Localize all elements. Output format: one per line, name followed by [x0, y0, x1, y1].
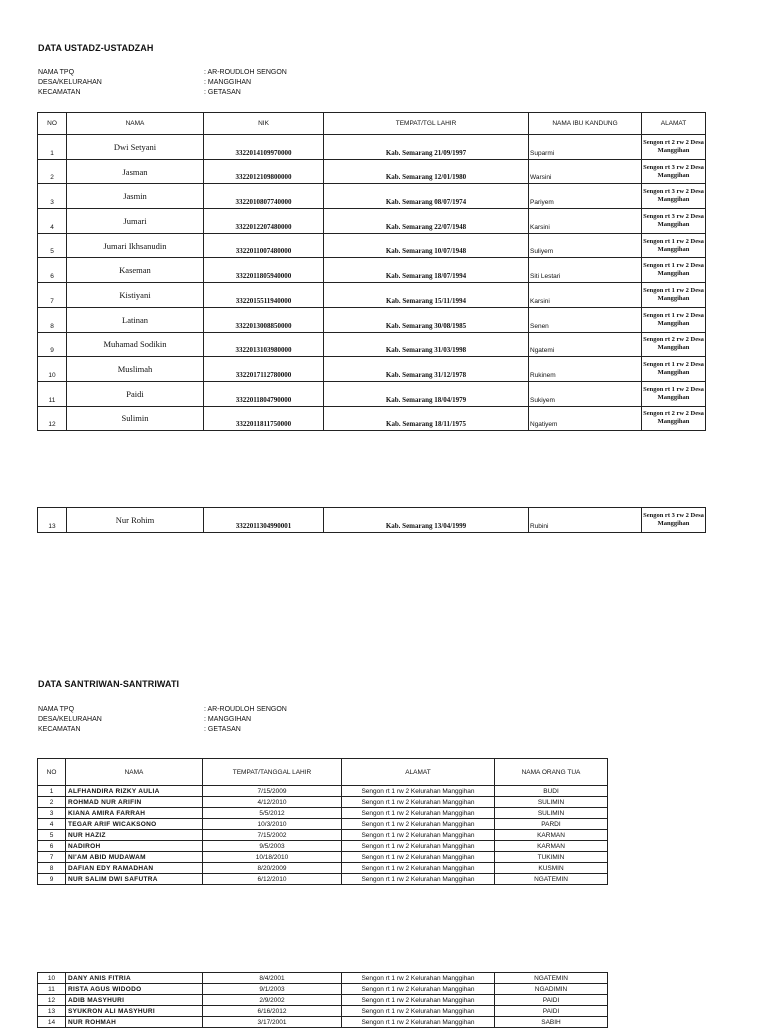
cell-nama-ibu: Rukinem — [529, 357, 642, 382]
cell-no: 11 — [38, 381, 67, 406]
cell-nama: SYUKRON ALI MASYHURI — [66, 1006, 203, 1017]
cell-nama: Jasmin — [67, 184, 204, 209]
cell-tempat-tgl-lahir: Kab. Semarang 12/01/1980 — [324, 159, 529, 184]
table-row — [38, 357, 706, 382]
cell-no: 6 — [38, 841, 66, 852]
cell-nama-orang-tua: TUKIMIN — [495, 852, 608, 863]
cell-nama-ibu: Rubini — [529, 508, 642, 533]
cell-alamat: Sengon rt 3 rw 2 Desa Manggihan — [642, 508, 706, 533]
cell-no: 3 — [38, 184, 67, 209]
cell-nama-ibu: Pariyem — [529, 184, 642, 209]
cell-tempat-tgl-lahir: Kab. Semarang 08/07/1974 — [324, 184, 529, 209]
cell-tanggal-lahir: 9/1/2003 — [203, 984, 342, 995]
cell-no: 4 — [38, 209, 67, 234]
cell-nama-orang-tua: PAIDI — [495, 995, 608, 1006]
cell-tempat-tgl-lahir: Kab. Semarang 10/07/1948 — [324, 233, 529, 258]
cell-no: 8 — [38, 863, 66, 874]
cell-alamat: Sengon rt 1 rw 2 Desa Manggihan — [642, 283, 706, 308]
cell-no: 13 — [38, 1006, 66, 1017]
table-row — [38, 332, 706, 357]
cell-tanggal-lahir: 6/12/2010 — [203, 874, 342, 885]
cell-no: 2 — [38, 797, 66, 808]
cell-nama-orang-tua: PARDI — [495, 819, 608, 830]
table-row — [38, 184, 706, 209]
cell-nama-orang-tua: SABIH — [495, 1017, 608, 1028]
cell-tanggal-lahir: 10/3/2010 — [203, 819, 342, 830]
cell-nik: 3322011804790000 — [204, 381, 324, 406]
cell-alamat: Sengon rt 1 rw 2 Kelurahan Manggihan — [342, 984, 495, 995]
meta-label: DESA/KELURAHAN — [38, 79, 102, 86]
cell-no: 14 — [38, 1017, 66, 1028]
cell-nama-ibu: Suliyem — [529, 233, 642, 258]
cell-no: 5 — [38, 830, 66, 841]
cell-nama: Muslimah — [67, 357, 204, 382]
cell-tanggal-lahir: 8/4/2001 — [203, 973, 342, 984]
cell-nama-orang-tua: KARMAN — [495, 841, 608, 852]
cell-tempat-tgl-lahir: Kab. Semarang 18/07/1994 — [324, 258, 529, 283]
table-row — [38, 995, 608, 1006]
cell-no: 11 — [38, 984, 66, 995]
cell-nik: 3322014109970000 — [204, 135, 324, 160]
cell-nama: Jumari Ikhsanudin — [67, 233, 204, 258]
cell-no: 6 — [38, 258, 67, 283]
cell-nama: DANY ANIS FITRIA — [66, 973, 203, 984]
cell-nama: NUR SALIM DWI SAFUTRA — [66, 874, 203, 885]
cell-tanggal-lahir: 5/5/2012 — [203, 808, 342, 819]
cell-nama: DAFIAN EDY RAMADHAN — [66, 863, 203, 874]
meta-value: : MANGGIHAN — [204, 79, 252, 86]
cell-nama-orang-tua: NGADIMIN — [495, 984, 608, 995]
table-row — [38, 233, 706, 258]
table-row — [38, 973, 608, 984]
col-header-alamat: ALAMAT — [642, 113, 706, 135]
cell-tempat-tgl-lahir: Kab. Semarang 18/11/1975 — [324, 406, 529, 431]
cell-alamat: Sengon rt 3 rw 2 Desa Manggihan — [642, 184, 706, 209]
table-row — [38, 381, 706, 406]
cell-alamat: Sengon rt 1 rw 2 Kelurahan Manggihan — [342, 874, 495, 885]
cell-nama: TEGAR ARIF WICAKSONO — [66, 819, 203, 830]
table-row — [38, 1006, 608, 1017]
cell-nik: 3322010807740000 — [204, 184, 324, 209]
cell-no: 7 — [38, 852, 66, 863]
table-row — [38, 808, 608, 819]
cell-nama-orang-tua: PAIDI — [495, 1006, 608, 1017]
cell-alamat: Sengon rt 1 rw 2 Kelurahan Manggihan — [342, 830, 495, 841]
meta-value: : GETASAN — [204, 89, 241, 96]
meta-label: KECAMATAN — [38, 726, 81, 733]
table-row — [38, 209, 706, 234]
col-header-ortu: NAMA ORANG TUA — [495, 759, 608, 786]
cell-alamat: Sengon rt 1 rw 2 Desa Manggihan — [642, 258, 706, 283]
table-row — [38, 283, 706, 308]
cell-alamat: Sengon rt 1 rw 2 Desa Manggihan — [642, 381, 706, 406]
cell-no: 10 — [38, 973, 66, 984]
cell-alamat: Sengon rt 2 rw 2 Desa Manggihan — [642, 332, 706, 357]
cell-nik: 3322011007480000 — [204, 233, 324, 258]
cell-nama: Paidi — [67, 381, 204, 406]
cell-no: 12 — [38, 406, 67, 431]
cell-nama-ibu: Sukiyem — [529, 381, 642, 406]
col-header-ttl: TEMPAT/TGL LAHIR — [324, 113, 529, 135]
cell-alamat: Sengon rt 1 rw 2 Desa Manggihan — [642, 357, 706, 382]
santri-title: DATA SANTRIWAN-SANTRIWATI — [38, 679, 180, 689]
table-row — [38, 786, 608, 797]
cell-nama: NI'AM ABID MUDAWAM — [66, 852, 203, 863]
col-header-nik: NIK — [204, 113, 324, 135]
cell-no: 2 — [38, 159, 67, 184]
cell-tempat-tgl-lahir: Kab. Semarang 15/11/1994 — [324, 283, 529, 308]
cell-alamat: Sengon rt 1 rw 2 Kelurahan Manggihan — [342, 841, 495, 852]
cell-nama: KIANA AMIRA FARRAH — [66, 808, 203, 819]
cell-alamat: Sengon rt 1 rw 2 Kelurahan Manggihan — [342, 973, 495, 984]
cell-nik: 3322012109800000 — [204, 159, 324, 184]
santri-meta — [38, 705, 287, 735]
cell-nama-ibu: Ngatiyem — [529, 406, 642, 431]
meta-label: NAMA TPQ — [38, 706, 75, 713]
cell-no: 4 — [38, 819, 66, 830]
cell-tempat-tgl-lahir: Kab. Semarang 31/03/1998 — [324, 332, 529, 357]
cell-alamat: Sengon rt 3 rw 2 Desa Manggihan — [642, 159, 706, 184]
table-row — [38, 863, 608, 874]
meta-value: : AR-ROUDLOH SENGON — [204, 706, 287, 713]
ustadz-title: DATA USTADZ-USTADZAH — [38, 43, 154, 53]
cell-no: 9 — [38, 332, 67, 357]
table-row — [38, 874, 608, 885]
col-header-no: NO — [38, 759, 66, 786]
table-row — [38, 830, 608, 841]
table-row — [38, 841, 608, 852]
cell-alamat: Sengon rt 1 rw 2 Kelurahan Manggihan — [342, 1017, 495, 1028]
cell-tempat-tgl-lahir: Kab. Semarang 13/04/1999 — [324, 508, 529, 533]
cell-nama: Jasman — [67, 159, 204, 184]
cell-nama: Kistiyani — [67, 283, 204, 308]
cell-tempat-tgl-lahir: Kab. Semarang 18/04/1979 — [324, 381, 529, 406]
meta-label: NAMA TPQ — [38, 69, 75, 76]
cell-no: 10 — [38, 357, 67, 382]
meta-label: DESA/KELURAHAN — [38, 716, 102, 723]
col-header-nama: NAMA — [66, 759, 203, 786]
cell-tempat-tgl-lahir: Kab. Semarang 22/07/1948 — [324, 209, 529, 234]
cell-tempat-tgl-lahir: Kab. Semarang 30/08/1985 — [324, 307, 529, 332]
cell-alamat: Sengon rt 1 rw 2 Kelurahan Manggihan — [342, 995, 495, 1006]
cell-tanggal-lahir: 6/16/2012 — [203, 1006, 342, 1017]
cell-no: 1 — [38, 786, 66, 797]
cell-nik: 3322011304990001 — [204, 508, 324, 533]
cell-nama: Jumari — [67, 209, 204, 234]
table-row — [38, 307, 706, 332]
ustadz-meta — [38, 68, 287, 98]
cell-no: 12 — [38, 995, 66, 1006]
meta-value: : AR-ROUDLOH SENGON — [204, 69, 287, 76]
table-row — [38, 159, 706, 184]
table-row — [38, 406, 706, 431]
cell-alamat: Sengon rt 1 rw 2 Desa Manggihan — [642, 307, 706, 332]
cell-nama: RISTA AGUS WIDODO — [66, 984, 203, 995]
cell-nama-orang-tua: KARMAN — [495, 830, 608, 841]
cell-nama-orang-tua: SULIMIN — [495, 797, 608, 808]
cell-nama: ROHMAD NUR ARIFIN — [66, 797, 203, 808]
table-row — [38, 258, 706, 283]
cell-nama-ibu: Warsini — [529, 159, 642, 184]
cell-nama-orang-tua: BUDI — [495, 786, 608, 797]
cell-no: 13 — [38, 508, 67, 533]
cell-nik: 3322012207480000 — [204, 209, 324, 234]
cell-tanggal-lahir: 10/18/2010 — [203, 852, 342, 863]
ustadz-table-continued — [37, 507, 706, 533]
cell-tanggal-lahir: 9/5/2003 — [203, 841, 342, 852]
cell-tanggal-lahir: 3/17/2001 — [203, 1017, 342, 1028]
cell-nama-ibu: Suparmi — [529, 135, 642, 160]
cell-nama-ibu: Karsini — [529, 209, 642, 234]
cell-nama: Dwi Setyani — [67, 135, 204, 160]
table-row — [38, 819, 608, 830]
table-row — [38, 984, 608, 995]
cell-alamat: Sengon rt 1 rw 2 Kelurahan Manggihan — [342, 786, 495, 797]
meta-value: : MANGGIHAN — [204, 716, 252, 723]
cell-nik: 3322011811750000 — [204, 406, 324, 431]
cell-nik: 3322013103980000 — [204, 332, 324, 357]
cell-tanggal-lahir: 7/15/2002 — [203, 830, 342, 841]
cell-nama-orang-tua: NGATEMIN — [495, 874, 608, 885]
cell-nik: 3322013008850000 — [204, 307, 324, 332]
cell-no: 5 — [38, 233, 67, 258]
cell-alamat: Sengon rt 1 rw 2 Kelurahan Manggihan — [342, 797, 495, 808]
cell-alamat: Sengon rt 1 rw 2 Kelurahan Manggihan — [342, 863, 495, 874]
col-header-alamat: ALAMAT — [342, 759, 495, 786]
cell-alamat: Sengon rt 1 rw 2 Kelurahan Manggihan — [342, 819, 495, 830]
cell-nama: Nur Rohim — [67, 508, 204, 533]
cell-tanggal-lahir: 2/9/2002 — [203, 995, 342, 1006]
table-row — [38, 508, 706, 533]
cell-nik: 3322011805940000 — [204, 258, 324, 283]
table-row — [38, 135, 706, 160]
cell-tanggal-lahir: 8/20/2009 — [203, 863, 342, 874]
cell-alamat: Sengon rt 1 rw 2 Kelurahan Manggihan — [342, 808, 495, 819]
cell-nama-orang-tua: KUSMIN — [495, 863, 608, 874]
col-header-nama: NAMA — [67, 113, 204, 135]
cell-tanggal-lahir: 4/12/2010 — [203, 797, 342, 808]
cell-alamat: Sengon rt 1 rw 2 Kelurahan Manggihan — [342, 1006, 495, 1017]
santri-table-continued — [37, 972, 608, 1028]
cell-nama-ibu: Siti Lestari — [529, 258, 642, 283]
cell-tempat-tgl-lahir: Kab. Semarang 31/12/1978 — [324, 357, 529, 382]
cell-no: 9 — [38, 874, 66, 885]
table-header-row — [38, 113, 706, 135]
cell-alamat: Sengon rt 1 rw 2 Kelurahan Manggihan — [342, 852, 495, 863]
cell-nama: NUR HAZIZ — [66, 830, 203, 841]
table-row — [38, 1017, 608, 1028]
cell-nama-ibu: Ngatemi — [529, 332, 642, 357]
table-row — [38, 852, 608, 863]
meta-value: : GETASAN — [204, 726, 241, 733]
cell-nama: Latinan — [67, 307, 204, 332]
meta-label: KECAMATAN — [38, 89, 81, 96]
col-header-ibu: NAMA IBU KANDUNG — [529, 113, 642, 135]
santri-table — [37, 758, 608, 885]
cell-nama-orang-tua: NGATEMIN — [495, 973, 608, 984]
cell-alamat: Sengon rt 2 rw 2 Desa Manggihan — [642, 406, 706, 431]
cell-nama: Muhamad Sodikin — [67, 332, 204, 357]
cell-alamat: Sengon rt 3 rw 2 Desa Manggihan — [642, 209, 706, 234]
cell-tanggal-lahir: 7/15/2009 — [203, 786, 342, 797]
table-row — [38, 797, 608, 808]
cell-nama: Kaseman — [67, 258, 204, 283]
cell-nama: Sulimin — [67, 406, 204, 431]
cell-nama: ALFHANDIRA RIZKY AULIA — [66, 786, 203, 797]
cell-nik: 3322017112780000 — [204, 357, 324, 382]
cell-no: 7 — [38, 283, 67, 308]
cell-nama-ibu: Karsini — [529, 283, 642, 308]
cell-nama: NADIROH — [66, 841, 203, 852]
ustadz-table — [37, 112, 706, 431]
cell-alamat: Sengon rt 1 rw 2 Desa Manggihan — [642, 233, 706, 258]
cell-no: 1 — [38, 135, 67, 160]
cell-nama-ibu: Senen — [529, 307, 642, 332]
cell-no: 8 — [38, 307, 67, 332]
cell-nama: NUR ROHMAH — [66, 1017, 203, 1028]
col-header-no: NO — [38, 113, 67, 135]
cell-nama-orang-tua: SULIMIN — [495, 808, 608, 819]
cell-nik: 3322015511940000 — [204, 283, 324, 308]
cell-alamat: Sengon rt 2 rw 2 Desa Manggihan — [642, 135, 706, 160]
table-header-row — [38, 759, 608, 786]
cell-nama: ADIB MASYHURI — [66, 995, 203, 1006]
cell-tempat-tgl-lahir: Kab. Semarang 21/09/1997 — [324, 135, 529, 160]
col-header-tgl: TEMPAT/TANGGAL LAHIR — [203, 759, 342, 786]
cell-no: 3 — [38, 808, 66, 819]
